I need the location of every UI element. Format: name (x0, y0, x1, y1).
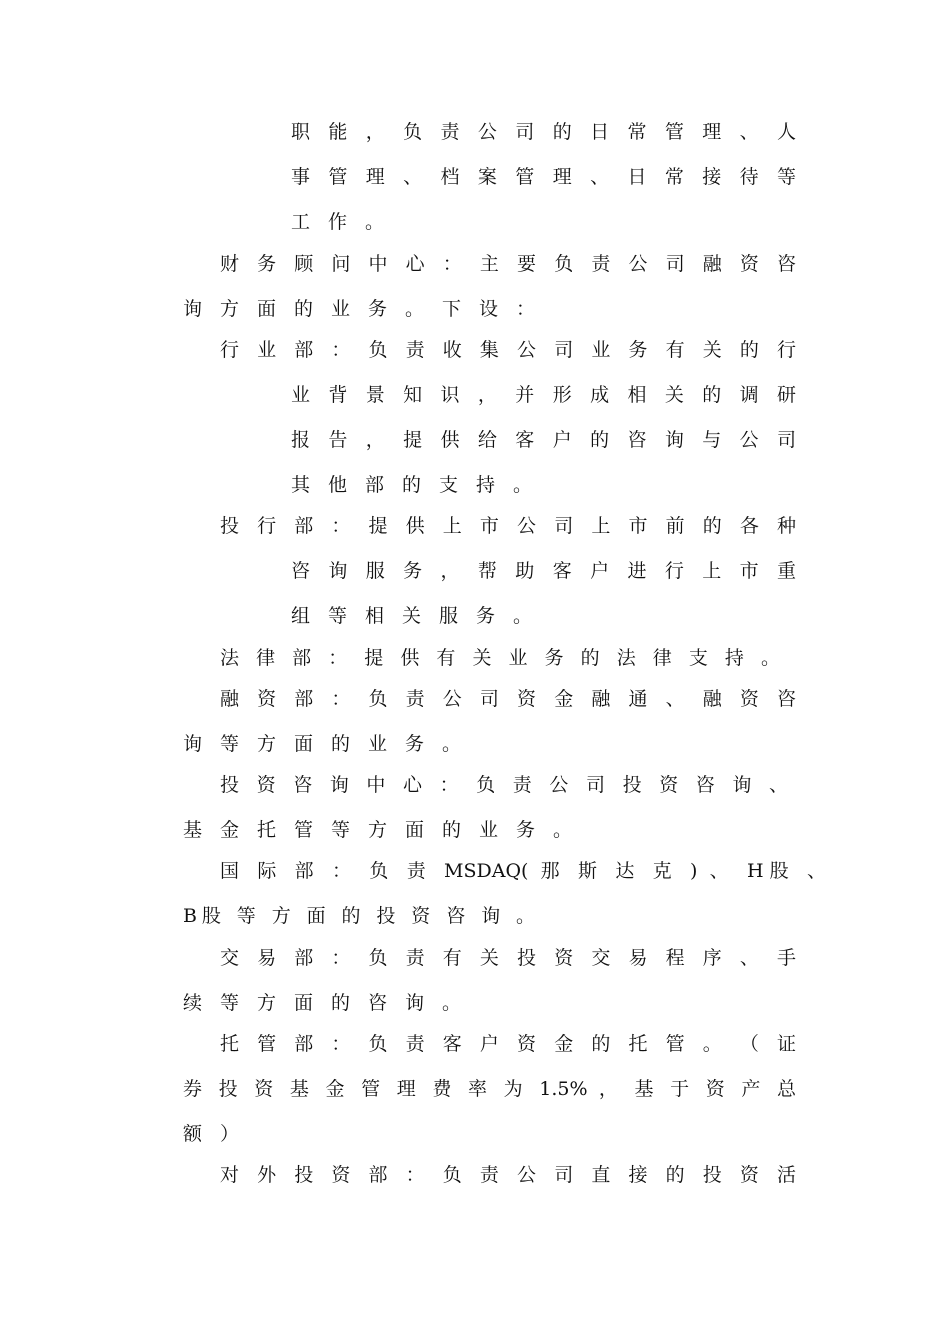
text-line (0, 770, 950, 800)
text-line (0, 684, 950, 714)
text-line (0, 856, 950, 886)
text-line (0, 1029, 950, 1059)
text-line (0, 470, 950, 500)
text-line (0, 988, 950, 1018)
line-text: 询等方面的业务。 (183, 733, 480, 755)
text-line (0, 556, 950, 586)
text-line (0, 1074, 950, 1104)
line-text: 其他部的支持。 (291, 474, 551, 496)
line-text: 职 能 ， 负 责 公 司 的 日 常 管 理 、 人 (291, 121, 796, 143)
text-line (0, 294, 950, 324)
line-text: 对 外 投 资 部 ： 负 责 公 司 直 接 的 投 资 活 (220, 1164, 796, 1186)
text-line (0, 901, 950, 931)
text-line (0, 117, 950, 147)
line-text: 法 律 部 ： 提 供 有 关 业 务 的 法 律 支 持 。 (220, 647, 780, 669)
line-text: 托 管 部 ： 负 责 客 户 资 金 的 托 管 。 （ 证 (220, 1033, 796, 1055)
text-line (0, 425, 950, 455)
line-text: 交 易 部 ： 负 责 有 关 投 资 交 易 程 序 、 手 (220, 947, 796, 969)
line-text: 券 投 资 基 金 管 理 费 率 为 1.5% ， 基 于 资 产 总 (183, 1078, 796, 1100)
text-line (0, 335, 950, 365)
line-text: 财 务 顾 问 中 心 ： 主 要 负 责 公 司 融 资 咨 (220, 253, 796, 275)
line-text: 报 告 ， 提 供 给 客 户 的 咨 询 与 公 司 (291, 429, 796, 451)
text-line (0, 511, 950, 541)
text-line (0, 601, 950, 631)
line-text: 续等方面的咨询。 (183, 992, 480, 1014)
line-text: 工作。 (291, 211, 403, 233)
line-text: 组等相关服务。 (291, 605, 551, 627)
line-text: 投 行 部 ： 提 供 上 市 公 司 上 市 前 的 各 种 (220, 515, 796, 537)
line-text: 事 管 理 、 档 案 管 理 、 日 常 接 待 等 (291, 166, 796, 188)
line-text: 行 业 部 ： 负 责 收 集 公 司 业 务 有 关 的 行 (220, 339, 796, 361)
line-text: 投 资 咨 询 中 心 ： 负 责 公 司 投 资 咨 询 、 (220, 774, 788, 796)
line-text: B股 等 方 面 的 投 资 咨 询 。 (183, 905, 535, 927)
text-line (0, 1160, 950, 1190)
text-line (0, 729, 950, 759)
line-text: 咨 询 服 务 ， 帮 助 客 户 进 行 上 市 重 (291, 560, 796, 582)
text-line (0, 1119, 950, 1149)
line-text: 询方面的业务。下设： (183, 298, 554, 320)
text-line (0, 162, 950, 192)
line-text: 额） (183, 1123, 258, 1145)
text-line (0, 380, 950, 410)
text-line (0, 207, 950, 237)
line-text: 业 背 景 知 识 ， 并 形 成 相 关 的 调 研 (291, 384, 796, 406)
text-line (0, 815, 950, 845)
text-line (0, 943, 950, 973)
text-line (0, 643, 950, 673)
line-text: 融 资 部 ： 负 责 公 司 资 金 融 通 、 融 资 咨 (220, 688, 796, 710)
line-text: 基金托管等方面的业务。 (183, 819, 591, 841)
text-line (0, 249, 950, 279)
line-text: 国 际 部 ： 负 责 MSDAQ( 那 斯 达 克 ) 、 H股 、 (220, 860, 826, 882)
